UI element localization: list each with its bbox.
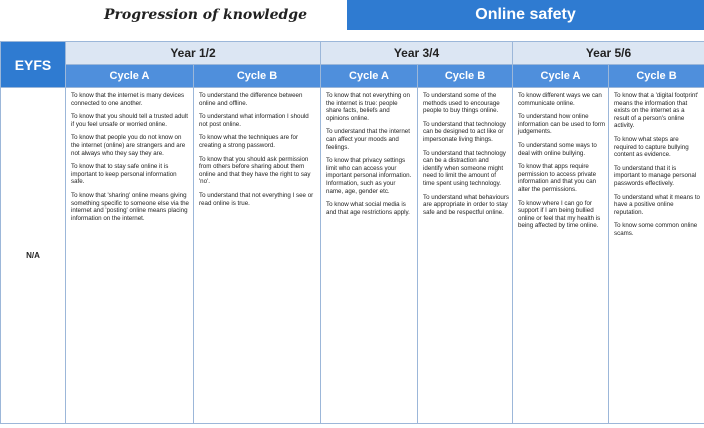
objective: To know that you should ask permission from others before sharing about them online and that they have the right to say 'no'.	[199, 155, 311, 186]
objective: To know what social media is and that age restrictions apply.	[326, 201, 410, 216]
objective: To understand that technology can be designed to act like or impersonate living things.	[423, 120, 506, 143]
objective: To understand that technology can be a distraction and identify when someone might need to limit the amount of time spent using technology.	[423, 149, 506, 187]
objective: To know that apps require permission to access private information and that you can alter the permissions.	[518, 163, 597, 193]
content-y12-cycle-a	[66, 88, 194, 424]
objective: To understand how online information can be used to form judgements.	[518, 113, 606, 136]
banner-left-title: Progression of knowledge	[104, 7, 307, 23]
objective: To know what steps are required to capture bullying content as evidence.	[614, 135, 689, 159]
objective: To understand that it is important to manage personal passwords effectively.	[614, 164, 697, 187]
content-y56-cycle-b	[609, 88, 704, 424]
content-y34-cycle-b	[418, 88, 513, 424]
content-y34-cycle-a	[321, 88, 418, 424]
objective: To know different ways we can communicate online.	[518, 92, 602, 107]
objective: To know that to stay safe online it is important to keep personal information safe.	[71, 163, 177, 186]
cycle-header-y12-a: Cycle A	[66, 65, 194, 88]
content-y56-cycle-a	[513, 88, 609, 424]
objective: To understand what it means to have a positive online reputation.	[614, 193, 700, 216]
cycle-header-y56-a: Cycle A	[513, 65, 609, 88]
objective: To know some common online scams.	[614, 222, 698, 237]
cycle-header-y34-a: Cycle A	[321, 65, 418, 88]
objective: To know that people you do not know on the internet (online) are strangers and are not always who they say they are.	[71, 134, 186, 157]
objective: To understand what behaviours are appropriate in order to stay safe and be respectful online.	[423, 193, 509, 216]
cycle-header-y56-b: Cycle B	[609, 65, 704, 88]
year-header-3-4: Year 3/4	[321, 42, 513, 65]
objective: To understand the difference between online and offline.	[199, 92, 303, 107]
objective: To understand some of the methods used to encourage people to buy things online.	[423, 92, 500, 115]
objective: To understand what information I should not post online.	[199, 113, 309, 128]
banner-left	[0, 0, 347, 30]
progression-table	[0, 41, 704, 424]
cycle-header-y12-b: Cycle B	[194, 65, 321, 88]
objective: To understand that not everything I see or read online is true.	[199, 191, 314, 207]
objective: To know that privacy settings limit who can access your important personal information. Information, such as your name, age, gender etc.	[326, 157, 412, 195]
banner-right	[347, 0, 704, 30]
eyfs-header: EYFS	[1, 42, 66, 88]
objective: To know that not everything on the internet is true: people share facts, beliefs and opinions online.	[326, 92, 410, 122]
objective: To know that the internet is many devices connected to one another.	[71, 92, 185, 107]
objective: To know where I can go for support if I am being bullied online or feel that my health is being affected by time online.	[518, 199, 601, 230]
objective: To understand that the internet can affect your moods and feelings.	[326, 128, 410, 151]
year-header-5-6: Year 5/6	[513, 42, 704, 65]
cycle-header-y34-b: Cycle B	[418, 65, 513, 88]
banner-right-title: Online safety	[475, 6, 576, 23]
year-header-1-2: Year 1/2	[66, 42, 321, 65]
objective: To know that you should tell a trusted adult if you feel unsafe or worried online.	[71, 113, 188, 128]
objective: To know what the techniques are for creating a strong password.	[199, 134, 299, 149]
eyfs-value: N/A	[1, 88, 66, 424]
page-banner	[0, 0, 704, 30]
objective: To know that a 'digital footprint' means the information that exists on the internet as a result of a person's online activity.	[614, 92, 699, 130]
content-y12-cycle-b	[194, 88, 321, 424]
objective: To know that 'sharing' online means giving something specific to someone else via the internet and 'posting' online means placing information on the internet.	[71, 191, 189, 222]
objective: To understand some ways to deal with online bullying.	[518, 141, 597, 157]
